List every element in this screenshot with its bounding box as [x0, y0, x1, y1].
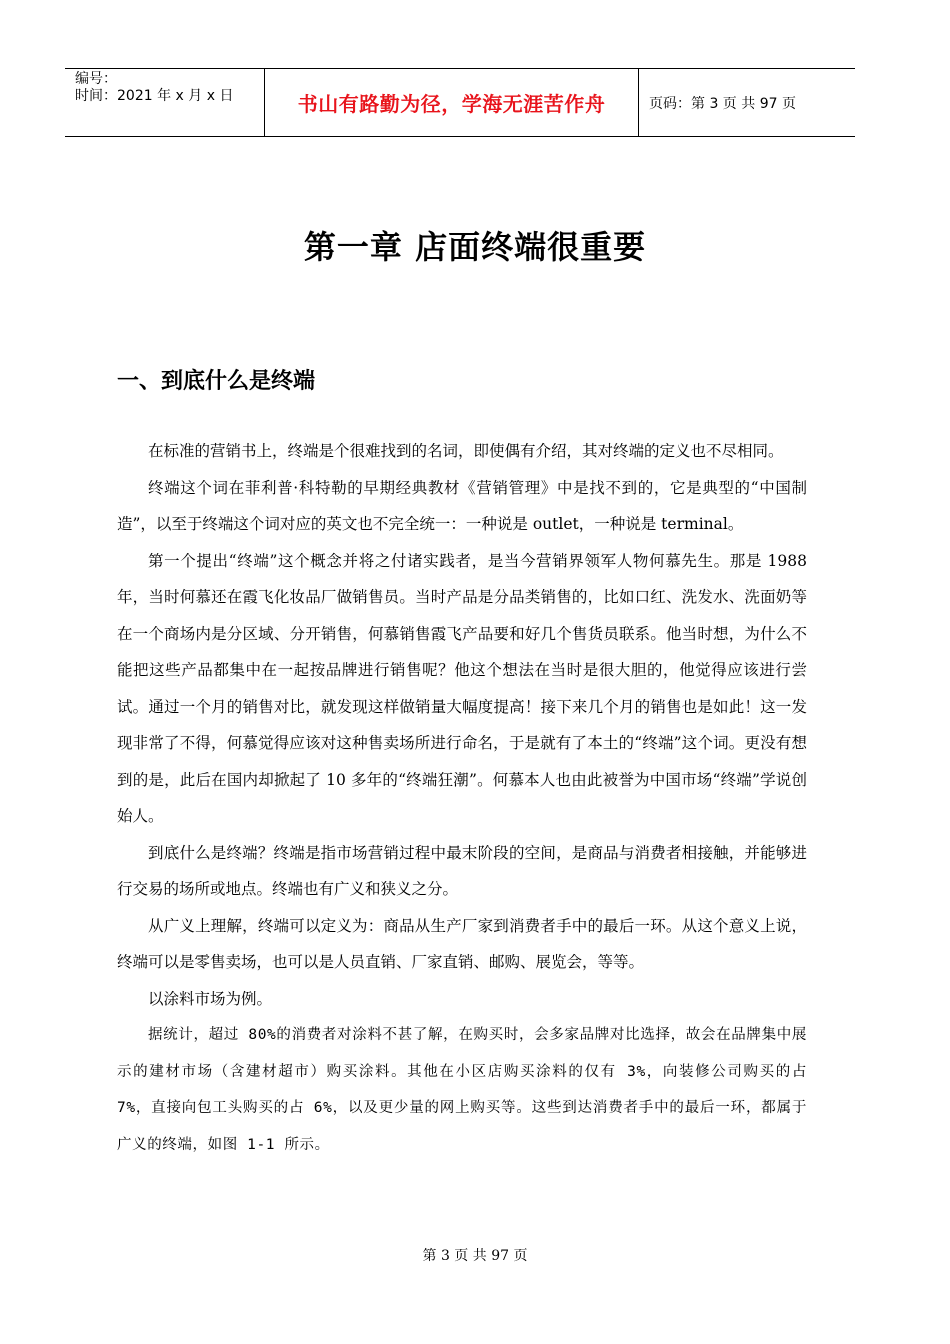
- paragraph: 从广义上理解，终端可以定义为：商品从生产厂家到消费者手中的最后一环。从这个意义上说，终端可以是零售卖场，也可以是人员直销、厂家直销、邮购、展览会，等等。: [117, 916, 807, 971]
- body-text: [117, 433, 807, 1163]
- header-motto-cell: [265, 69, 639, 136]
- paragraph: 第一个提出“终端”这个概念并将之付诸实践者，是当今营销界领军人物何慕先生。那是 1988 年，当时何慕还在霞飞化妆品厂做销售员。当时产品是分品类销售的，比如口红、洗发水、洗面奶等在一个商场内是分区域、分开销售，何慕销售霞飞产品要和好几个售货员联系。他当时想，为什么不能把这些产品都集中在一起按品牌进行销售呢？他这个想法在当时是很大胆的，他觉得应该进行尝试。通过一个月的销售对比，就发现这样做销量大幅度提高！接下来几个月的销售也是如此！这一发现非常了不得，何慕觉得应该对这种售卖场所进行命名，于是就有了本土的“终端”这个词。更没有想到的是，此后在国内却掀起了 10 多年的“终端狂潮”。何慕本人也由此被誉为中国市场“终端”学说创始人。: [117, 551, 807, 825]
- time-label: 时间：2021 年 x 月 x 日: [75, 88, 234, 104]
- paragraph: 在标准的营销书上，终端是个很难找到的名词，即使偶有介绍，其对终端的定义也不尽相同。: [148, 442, 784, 460]
- paragraph: 据统计，超过 80%的消费者对涂料不甚了解，在购买时，会多家品牌对比选择，故会在品牌集中展示的建材市场（含建材超市）购买涂料。其他在小区店购买涂料的仅有 3%，向装修公司购买的占 7%，直接向包工头购买的占 6%，以及更少量的网上购买等。这些到达消费者手中的最后一环，都属于广义的终端，如图 1-1 所示。: [117, 1027, 807, 1153]
- header-meta: [65, 69, 265, 136]
- page-footer: 第 3 页 共 97 页: [422, 1248, 528, 1264]
- paragraph: 终端这个词在菲利普·科特勒的早期经典教材《营销管理》中是找不到的，它是典型的“中国制造”，以至于终端这个词对应的英文也不完全统一：一种说是 outlet，一种说是 terminal。: [117, 478, 807, 533]
- paragraph: 到底什么是终端？终端是指市场营销过程中最末阶段的空间，是商品与消费者相接触，并能够进行交易的场所或地点。终端也有广义和狭义之分。: [117, 843, 807, 898]
- header-motto: 书山有路勤为径，学海无涯苦作舟: [297, 92, 606, 116]
- code-label: 编号：: [75, 71, 117, 87]
- page-header: [65, 68, 855, 137]
- header-page-info: 页码：第 3 页 共 97 页: [649, 95, 796, 112]
- paragraph: 以涂料市场为例。: [148, 989, 273, 1008]
- section-title: 一、到底什么是终端: [117, 369, 316, 394]
- chapter-title: 第一章 店面终端很重要: [303, 228, 647, 266]
